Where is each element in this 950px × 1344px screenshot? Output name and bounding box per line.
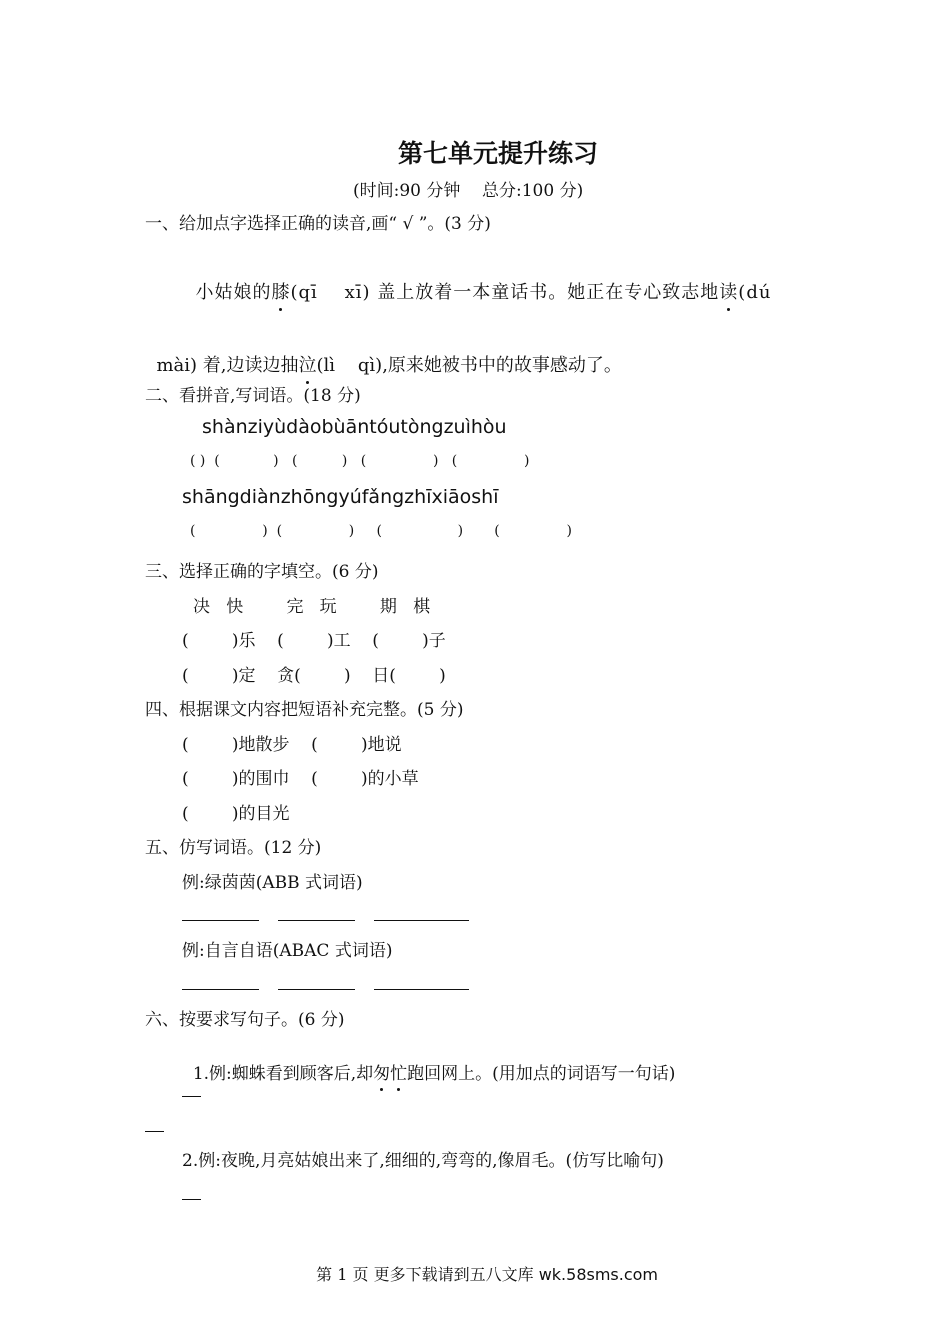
page-title: 第七单元提升练习: [398, 139, 599, 168]
section-1-text-d: mài) 着,边读边抽: [156, 355, 299, 376]
answer-line: [182, 1096, 201, 1097]
section-3-char-options: 决 快 完 玩 期 棋: [193, 597, 431, 617]
section-1-heading: 一、给加点字选择正确的读音,画“ √ ”。(3 分): [145, 214, 491, 234]
dotted-char-qi: 泣: [298, 351, 316, 377]
section-6-q1-text-a: 1.例:蜘蛛看到顾客后,却: [192, 1064, 374, 1084]
section-1-text-c: (dú: [738, 282, 772, 303]
answer-parens-row-1: ( ) ( ) ( ) ( ) ( ): [190, 453, 530, 469]
answer-line: [145, 1131, 164, 1132]
section-4-row-3: ( )的目光: [182, 804, 290, 824]
section-2-heading: 二、看拼音,写词语。(18 分): [145, 386, 361, 406]
answer-line: [374, 920, 469, 921]
answer-line: [182, 989, 259, 990]
page-footer: [306, 1243, 658, 1285]
section-6-question-2: 2.例:夜晚,月亮姑娘出来了,细细的,弯弯的,像眉毛。(仿写比喻句): [182, 1151, 664, 1171]
footer-text: 第 1 页 更多下载请到五八文库: [316, 1265, 539, 1284]
dotted-char-du: 读: [719, 278, 738, 304]
pinyin-row-1: shànziyùdàobùāntóutòngzuìhòu: [202, 416, 507, 438]
dotted-char-cong: 匆: [373, 1059, 390, 1084]
section-6-question-1: [182, 1039, 675, 1084]
section-3-row-2: ( )定 贪( ) 日( ): [182, 666, 446, 686]
section-1-text-b: (qī xī) 盖上放着一本童话书。她正在专心致志地: [290, 282, 720, 303]
section-5-example-1: 例:绿茵茵(ABB 式词语): [182, 873, 363, 893]
pinyin-row-2: shāngdiànzhōngyúfǎngzhīxiāoshī: [182, 486, 499, 508]
section-1-line-2: [145, 330, 622, 377]
section-5-example-2: 例:自言自语(ABAC 式词语): [182, 941, 393, 961]
section-3-row-1: ( )乐 ( )工 ( )子: [182, 631, 446, 651]
section-4-row-2: ( )的围巾 ( )的小草: [182, 769, 419, 789]
answer-line: [374, 989, 469, 990]
footer-site: wk.58sms.com: [538, 1265, 659, 1284]
section-6-q1-text-b: 跑回网上。(用加点的词语写一句话): [407, 1064, 676, 1084]
section-1-line-1: [182, 257, 771, 304]
section-3-heading: 三、选择正确的字填空。(6 分): [145, 562, 379, 582]
answer-line: [182, 1199, 201, 1200]
section-6-heading: 六、按要求写句子。(6 分): [145, 1010, 345, 1030]
dotted-char-xi: 膝: [271, 278, 290, 304]
section-1-text-a: 小姑娘的: [195, 282, 272, 303]
answer-line: [182, 920, 259, 921]
section-4-heading: 四、根据课文内容把短语补充完整。(5 分): [145, 700, 464, 720]
answer-line: [278, 989, 355, 990]
section-1-text-e: (lì qì),原来她被书中的故事感动了。: [316, 355, 622, 376]
dotted-char-mang: 忙: [390, 1059, 407, 1084]
answer-line: [278, 920, 355, 921]
answer-parens-row-2: ( ) ( ) ( ) ( ): [190, 523, 572, 539]
page-subtitle: (时间:90 分钟 总分:100 分): [353, 181, 584, 201]
section-5-heading: 五、仿写词语。(12 分): [145, 838, 322, 858]
section-4-row-1: ( )地散步 ( )地说: [182, 735, 402, 755]
